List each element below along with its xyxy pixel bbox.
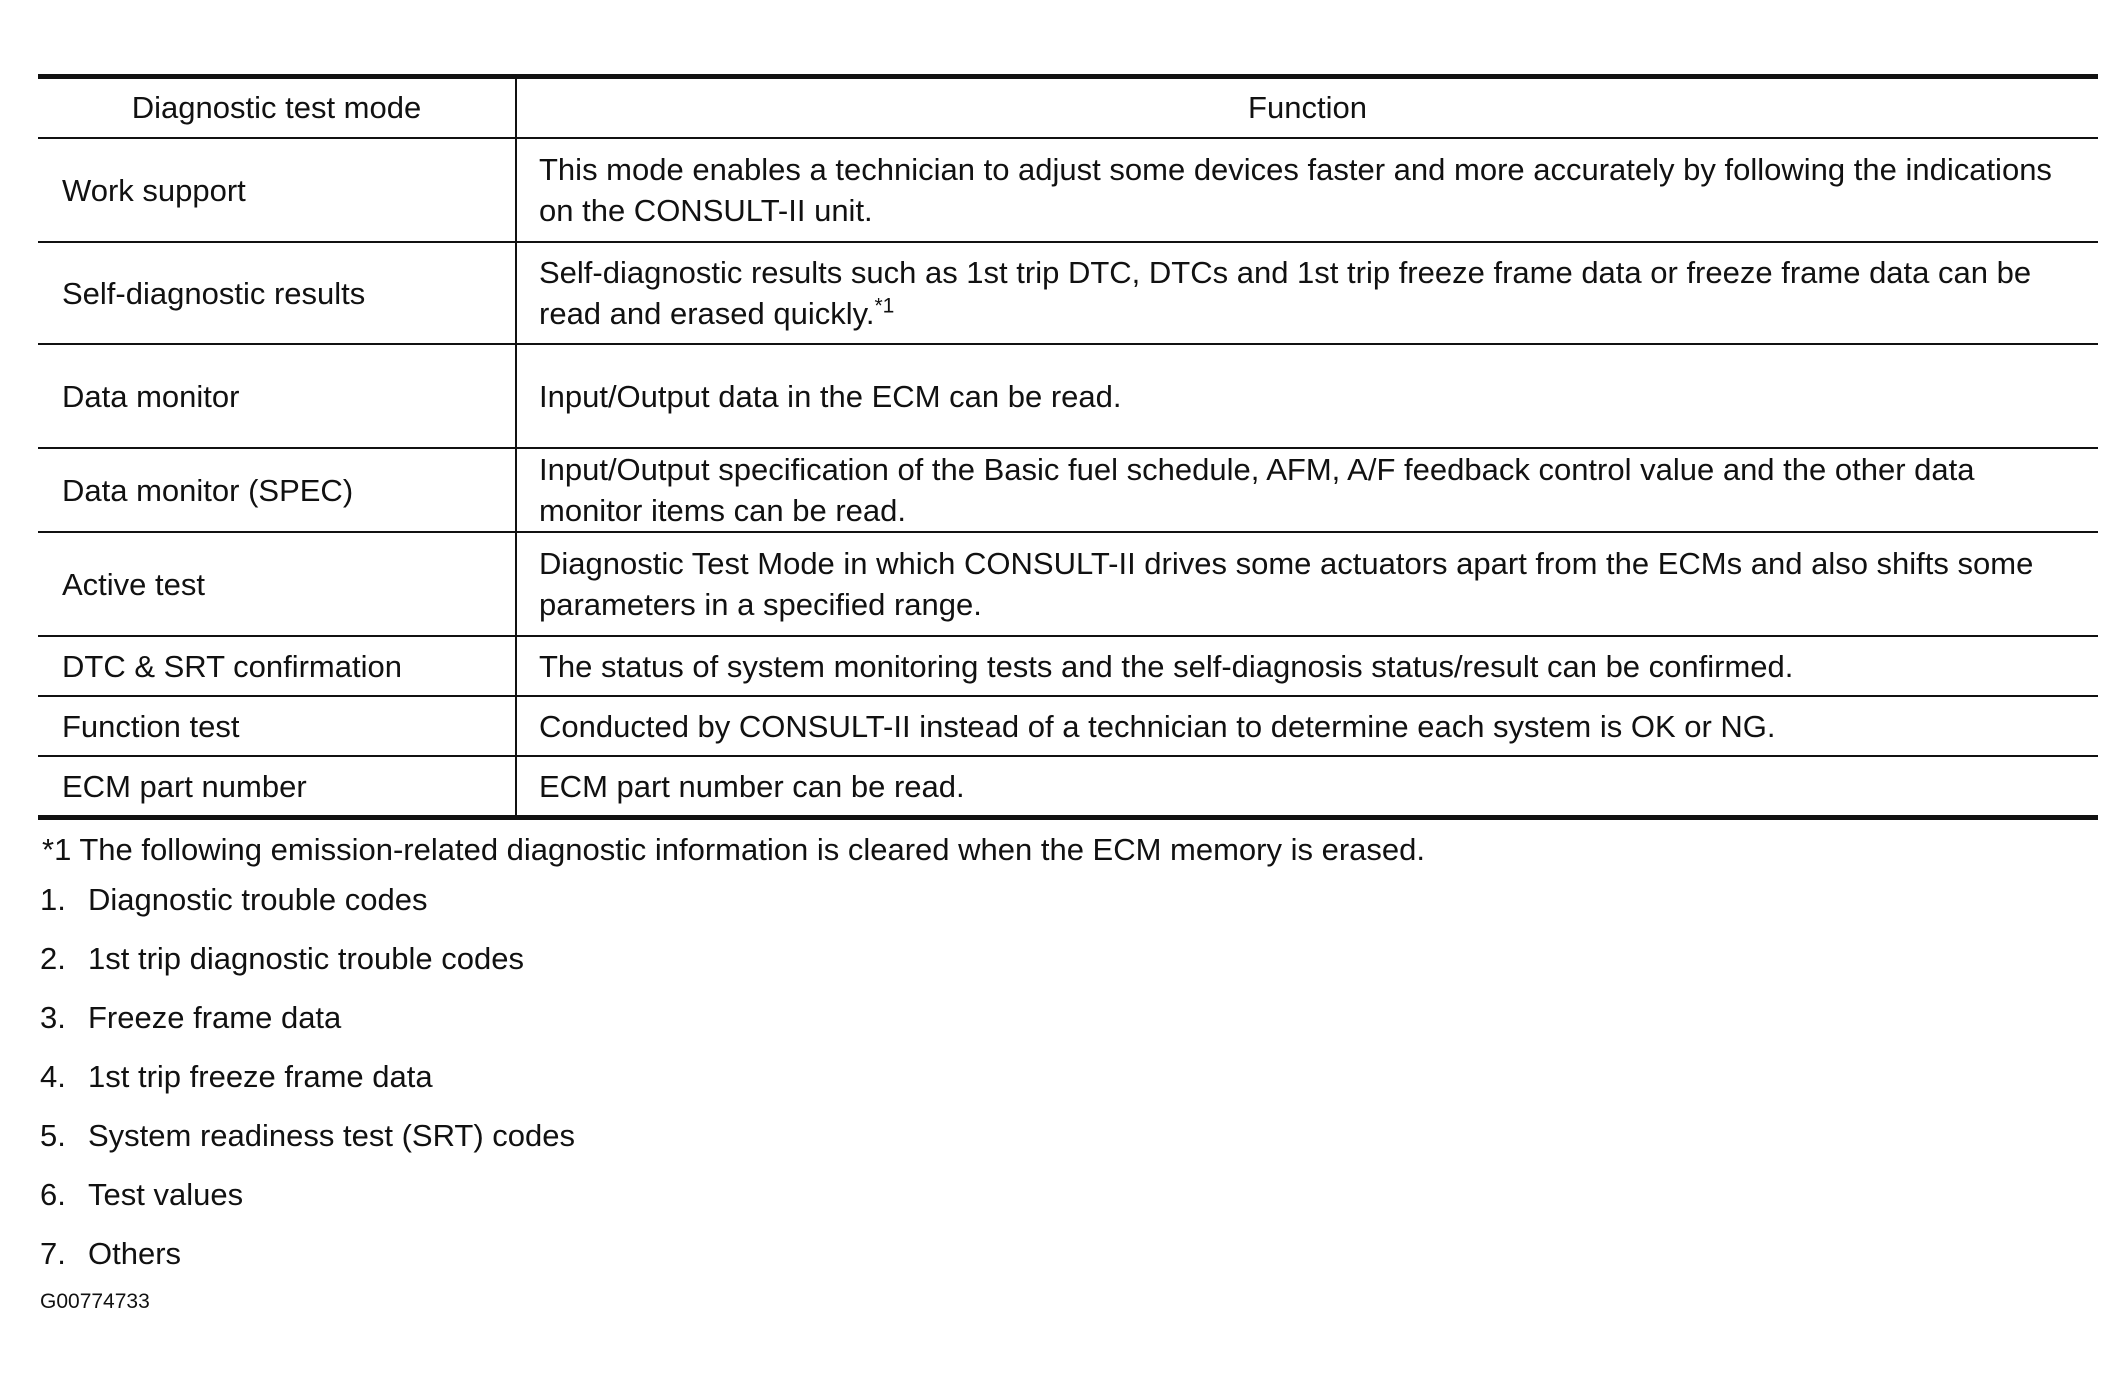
table-row	[38, 696, 2098, 756]
list-item	[38, 998, 2098, 1057]
list-item	[38, 939, 2098, 998]
list-text: 1st trip freeze frame data	[88, 1059, 433, 1094]
cleared-items-list	[38, 880, 2098, 1293]
list-number: 7.	[40, 1236, 66, 1271]
list-text: 1st trip diagnostic trouble codes	[88, 941, 524, 976]
figure-id: G00774733	[40, 1290, 150, 1313]
list-item	[38, 880, 2098, 939]
list-text: Others	[88, 1236, 182, 1271]
list-text: Freeze frame data	[88, 1000, 342, 1035]
mode-cell: Function test	[38, 696, 516, 756]
mode-cell: Work support	[38, 138, 516, 242]
footnote-reference: *1	[874, 294, 895, 318]
function-text: Self-diagnostic results such as 1st trip DTC, DTCs and 1st trip freeze frame data or freeze frame data can be read and erased quickly.	[539, 255, 2032, 331]
mode-cell: Self-diagnostic results	[38, 242, 516, 344]
list-number: 1.	[40, 882, 66, 917]
column-header-function: Function	[516, 77, 2098, 139]
mode-cell: Data monitor	[38, 344, 516, 448]
mode-cell: DTC & SRT confirmation	[38, 636, 516, 696]
function-cell: Diagnostic Test Mode in which CONSULT-II drives some actuators apart from the ECMs and also shifts some parameters in a specified range.	[516, 532, 2098, 636]
function-cell: Input/Output data in the ECM can be read.	[516, 344, 2098, 448]
list-item	[38, 1175, 2098, 1234]
list-item	[38, 1057, 2098, 1116]
mode-cell: ECM part number	[38, 756, 516, 818]
table-row	[38, 138, 2098, 242]
table-header-row	[38, 77, 2098, 139]
mode-cell: Active test	[38, 532, 516, 636]
list-text: System readiness test (SRT) codes	[88, 1118, 575, 1153]
document	[38, 74, 2098, 1315]
list-number: 3.	[40, 1000, 66, 1035]
list-number: 2.	[40, 941, 66, 976]
table-row	[38, 756, 2098, 818]
column-header-mode: Diagnostic test mode	[38, 77, 516, 139]
table-row	[38, 532, 2098, 636]
function-cell: Input/Output specification of the Basic fuel schedule, AFM, A/F feedback control value and the other data monitor items can be read.	[516, 448, 2098, 532]
function-cell	[516, 242, 2098, 344]
function-cell: Conducted by CONSULT-II instead of a technician to determine each system is OK or NG.	[516, 696, 2098, 756]
function-cell: ECM part number can be read.	[516, 756, 2098, 818]
list-text: Test values	[88, 1177, 244, 1212]
function-cell: The status of system monitoring tests and the self-diagnosis status/result can be confirmed.	[516, 636, 2098, 696]
list-item	[38, 1116, 2098, 1175]
table-row	[38, 344, 2098, 448]
table-row	[38, 448, 2098, 532]
mode-cell: Data monitor (SPEC)	[38, 448, 516, 532]
table-row	[38, 242, 2098, 344]
list-number: 4.	[40, 1059, 66, 1094]
list-number: 5.	[40, 1118, 66, 1153]
diagnostic-mode-table	[38, 74, 2098, 820]
list-number: 6.	[40, 1177, 66, 1212]
footnote: *1 The following emission-related diagnostic information is cleared when the ECM memory is erased.	[42, 832, 1426, 867]
list-item	[38, 1234, 2098, 1293]
list-text: Diagnostic trouble codes	[88, 882, 428, 917]
table-row	[38, 636, 2098, 696]
function-cell: This mode enables a technician to adjust some devices faster and more accurately by following the indications on the CONSULT-II unit.	[516, 138, 2098, 242]
